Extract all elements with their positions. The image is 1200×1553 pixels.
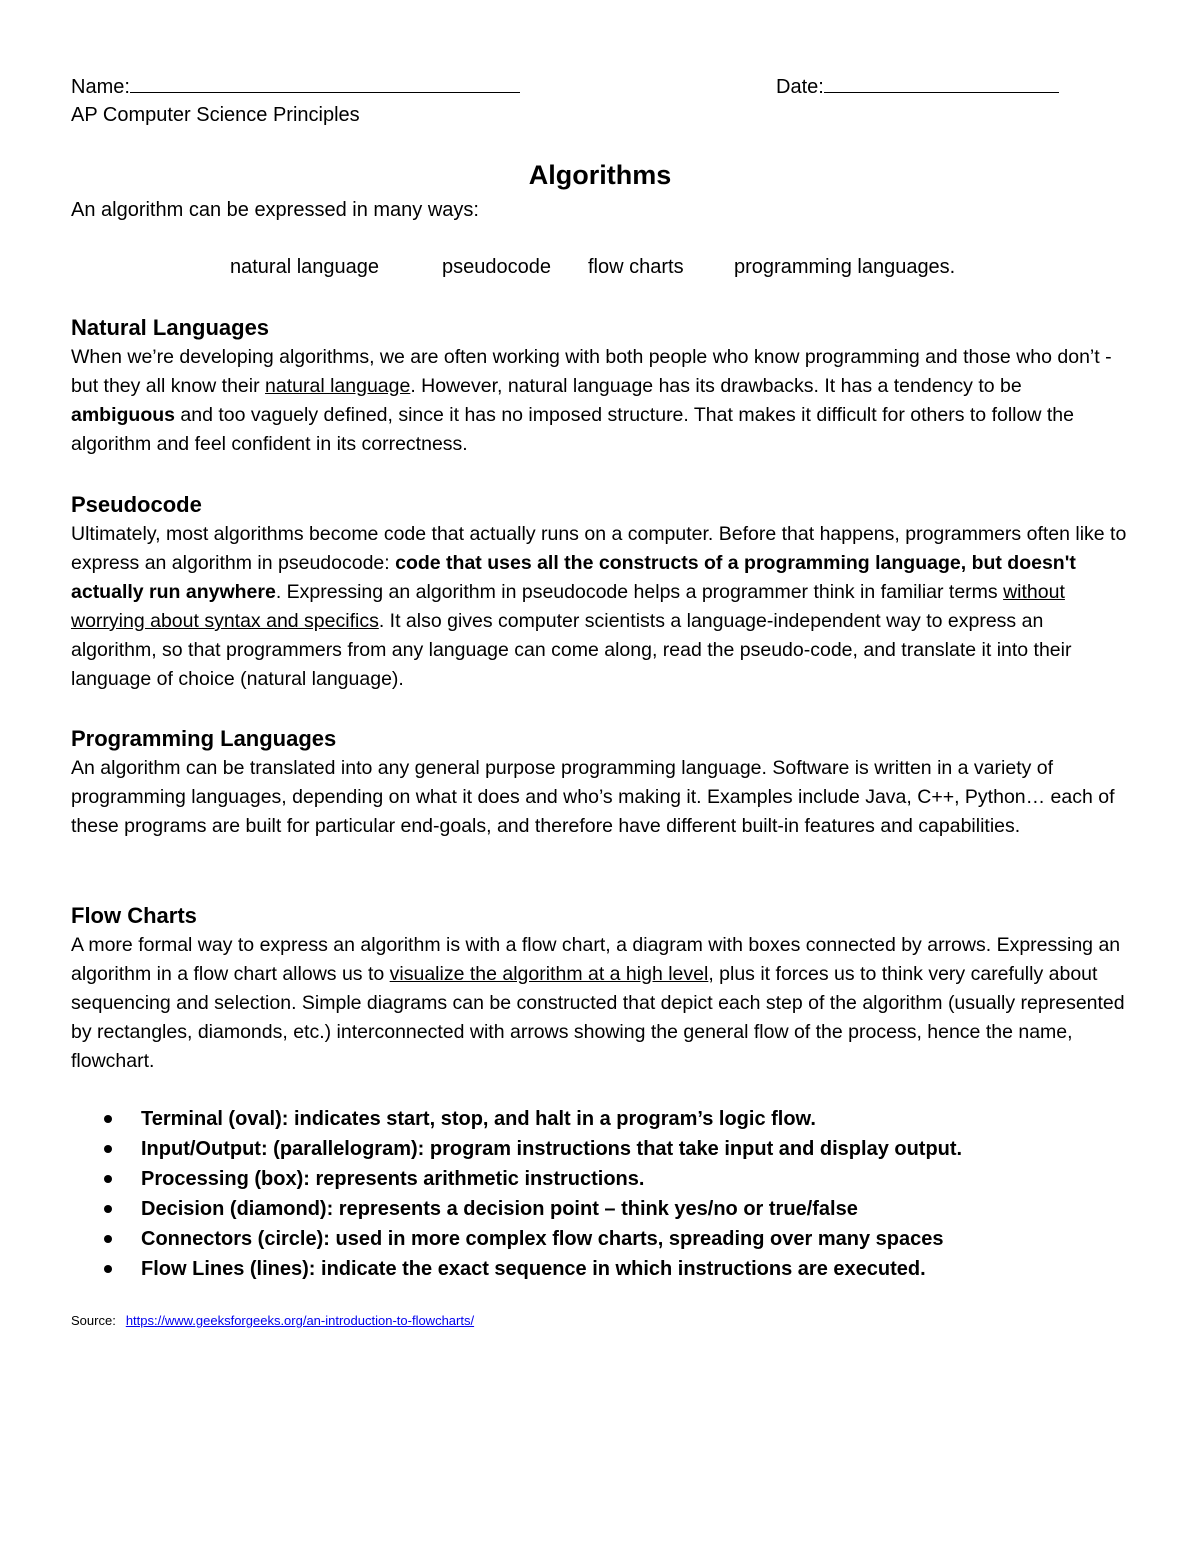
source-label: Source: — [71, 1313, 116, 1328]
bullet-icon — [104, 1265, 112, 1273]
page-title: Algorithms — [528, 160, 672, 190]
section-heading: Natural Languages — [71, 315, 270, 340]
list-item: Processing (box): represents arithmetic instructions. — [71, 1164, 1131, 1194]
date-blank — [824, 74, 1059, 93]
bullet-icon — [104, 1175, 112, 1183]
name-blank — [130, 74, 520, 93]
bullet-icon — [104, 1235, 112, 1243]
section-body: A more formal way to express an algorithm is with a flow chart, a diagram with boxes connected by arrows. Expressing an algorithm in a flow chart allows us to visualize the algorithm at a high level, plus it forces us to think very carefully about sequencing and selection. Simple diagrams can be constructed that depict each step of the algorithm (usually represented by rectangles, diamonds, etc.) interconnected with arrows showing the general flow of the process, hence the name, flowchart. — [71, 934, 1125, 1072]
list-item: Decision (diamond): represents a decision point – think yes/no or true/false — [71, 1194, 1131, 1224]
section-programming-languages — [71, 724, 1131, 841]
bullet-icon — [104, 1205, 112, 1213]
section-heading: Programming Languages — [71, 726, 337, 751]
flowchart-symbol-list — [71, 1104, 1131, 1284]
list-item: Terminal (oval): indicates start, stop, and halt in a program’s logic flow. — [71, 1104, 1131, 1134]
name-label: Name: — [71, 76, 130, 98]
source-link[interactable]: https://www.geeksforgeeks.org/an-introduction-to-flowcharts/ — [125, 1313, 475, 1328]
section-body: An algorithm can be translated into any general purpose programming language. Software is written in a variety of programming languages, depending on what it does and who’s making it. Examples include Java, C++, Python… each of these programs are built for particular end-goals, and therefore have different built-in features and capabilities. — [71, 757, 1115, 837]
section-natural-languages — [71, 313, 1131, 459]
list-item: Input/Output: (parallelogram): program instructions that take input and display output. — [71, 1134, 1131, 1164]
course-name: AP Computer Science Principles — [71, 104, 360, 126]
way-flow-charts: flow charts — [588, 256, 684, 278]
list-item: Connectors (circle): used in more complex flow charts, spreading over many spaces — [71, 1224, 1131, 1254]
section-flow-charts — [71, 901, 1131, 1076]
way-pseudocode: pseudocode — [442, 256, 551, 278]
intro-text: An algorithm can be expressed in many ways: — [71, 199, 479, 221]
source-citation — [71, 1313, 474, 1328]
list-item: Flow Lines (lines): indicate the exact sequence in which instructions are executed. — [71, 1254, 1131, 1284]
bullet-icon — [104, 1145, 112, 1153]
section-body: Ultimately, most algorithms become code that actually runs on a computer. Before that happens, programmers often like to express an algorithm in pseudocode: code that uses all the constructs of a programming language, but doesn't actually run anywhere. Expressing an algorithm in pseudocode helps a programmer think in familiar terms without worrying about syntax and specifics. It also gives computer scientists a language-independent way to express an algorithm, so that programmers from any language can come along, read the pseudo-code, and translate it into their language of choice (natural language). — [71, 523, 1127, 690]
date-field — [776, 74, 1059, 99]
way-natural-language: natural language — [230, 256, 380, 278]
bullet-icon — [104, 1115, 112, 1123]
date-label: Date: — [776, 76, 824, 98]
name-field — [71, 74, 520, 99]
way-programming-languages: programming languages. — [734, 256, 956, 278]
section-heading: Flow Charts — [71, 903, 197, 928]
section-pseudocode — [71, 490, 1131, 694]
section-heading: Pseudocode — [71, 492, 202, 517]
section-body: When we’re developing algorithms, we are often working with both people who know programming and those who don’t - but they all know their natural language. However, natural language has its drawbacks. It has a tendency to be ambiguous and too vaguely defined, since it has no imposed structure. That makes it difficult for others to follow the algorithm and feel confident in its correctness. — [71, 346, 1112, 455]
